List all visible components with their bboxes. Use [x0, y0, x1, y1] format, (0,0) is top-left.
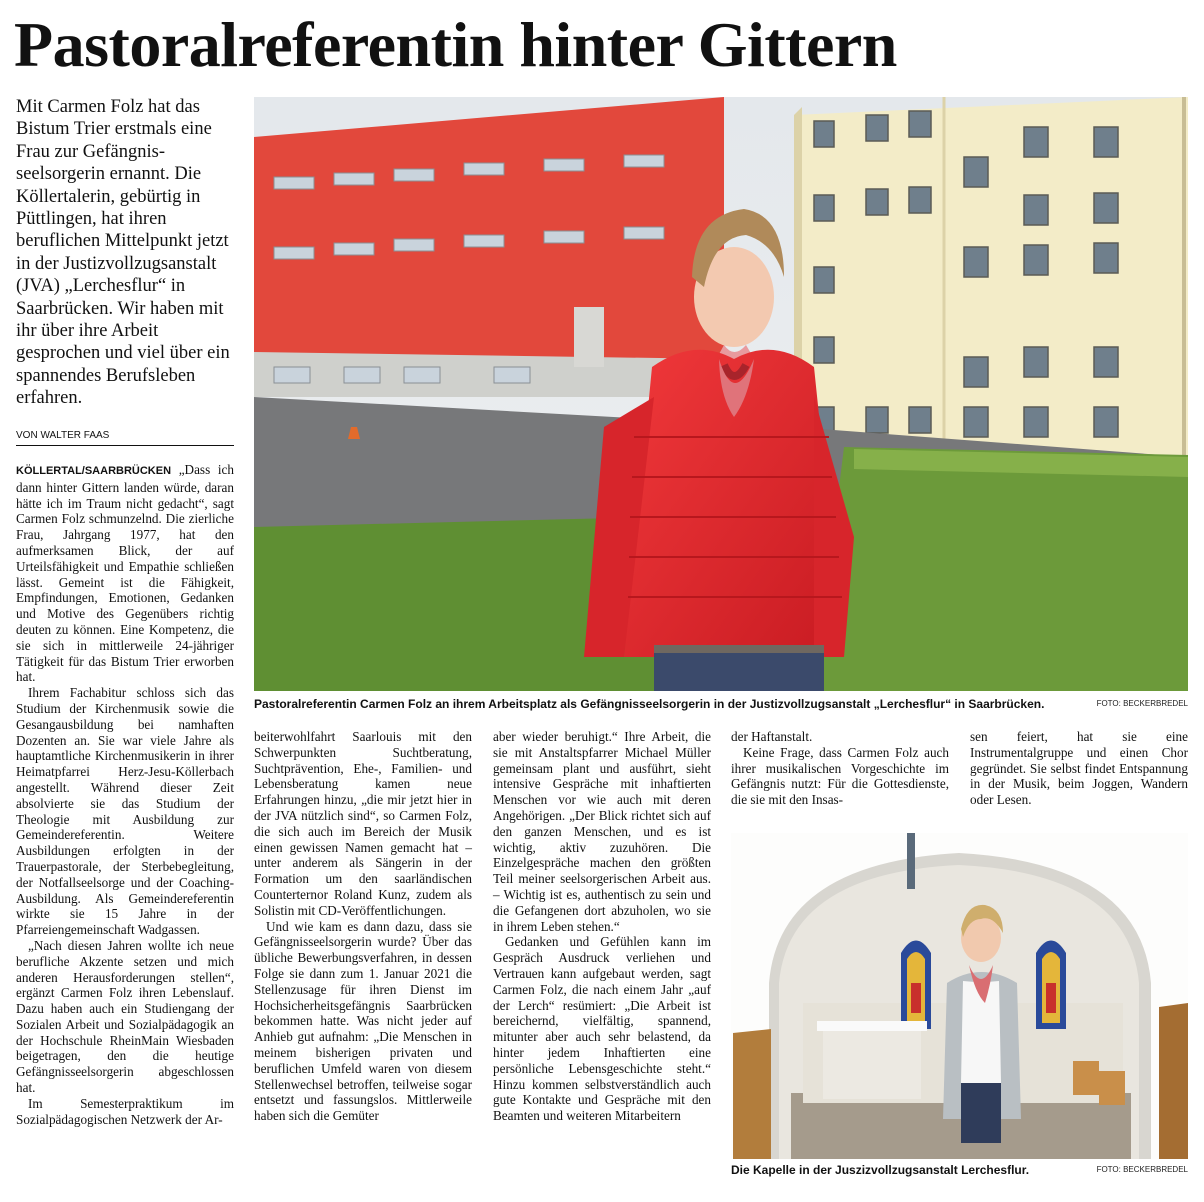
column-5 — [970, 729, 1188, 819]
column-3 — [493, 729, 711, 1189]
col4-paragraph-2: Keine Frage, dass Carmen Folz auch ihrer musikalischen Vorgeschichte im Gefängnis nutzt: Für die Gottesdienste, die sie mit den Insas- — [731, 744, 949, 808]
byline: VON WALTER FAAS — [16, 428, 234, 446]
col1-paragraph-4: Im Semesterpraktikum im Sozialpädagogischen Netzwerk der Ar- — [16, 1095, 234, 1127]
col4-paragraph-1: der Haftanstalt. — [731, 729, 813, 744]
dateline: KÖLLERTAL/SAARBRÜCKEN — [16, 465, 172, 477]
main-photo — [254, 97, 1188, 691]
intro-paragraph: Mit Carmen Folz hat das Bistum Trier erstmals eine Frau zur Gefängnisseelsorgerin ernannt. Die Köllertalerin, gebürtig in Püttlingen, hat ihren beruflichen Mittelpunkt jetzt in der Justizvollzugsanstalt (JVA) „Lerchesflur“ in Saarbrücken. Wir haben mit ihr über ihre Arbeit gesprochen und viel über ein spannendes Berufsleben erfahren. — [16, 97, 230, 409]
col3-paragraph-2: Gedanken und Gefühlen kann im Gespräch Ausdruck verliehen und Vertrauen kann aufgebaut werden, sagt Carmen Folz, die nach einem Jahr „auf der Lerch“ resümiert: „Die Arbeit ist bereichernd, vielfältig, spannend, mitunter aber auch sehr belastend, da hinter jedem Inhaftierten eine persönliche Lebensgeschichte steht.“ Hinzu kommen selbstverständlich auch gute Kontakte und Gespräche mit den Beamten und weiteren Mitarbeitern — [493, 934, 711, 1124]
chapel-photo — [731, 833, 1188, 1159]
main-photo-credit: FOTO: BECKERBREDEL — [1096, 699, 1188, 708]
col5-paragraph-1: sen feiert, hat sie eine Instrumentalgruppe und einen Chor gegründet. Sie selbst findet Entspannung in der Musik, beim Joggen, Wandern oder Lesen. — [970, 729, 1188, 808]
col1-paragraph-1: „Dass ich dann hinter Gittern landen würde, daran hätte ich im Traum nicht gedacht“, sagt Carmen Folz schmunzelnd. Die zierliche Frau, Jahrgang 1977, hat den aufmerksamen Blick, der auf Urteilsfähigkeit und Empathie schließen lässt. Gemeint ist die Fähigkeit, Empfindungen, Emotionen, Gedanken und Motive des Gegenübers richtig deuten zu können. Eine Kompetenz, die sie sich in mittlerweile 24-jähriger Tätigkeit für das Bistum Trier erworben hat. — [16, 462, 234, 685]
column-1 — [16, 462, 234, 1182]
main-photo-caption: Pastoralreferentin Carmen Folz an ihrem Arbeitsplatz als Gefängnisseelsorgerin in der Justizvollzugsanstalt „Lerchesflur“ in Saarbrücken. — [254, 697, 1045, 711]
col1-paragraph-2: Ihrem Fachabitur schloss sich das Studium der Kirchenmusik sowie die Gesangausbildung bei namhaften Dozenten an. Sie war viele Jahre als hauptamtliche Kirchenmusikerin in ihrer Heimatpfarrei Herz-Jesu-Köllerbach angestellt. Während dieser Zeit absolvierte sie das Studium der Theologie mit Ausbildung zur Gemeindereferentin. Weitere Ausbildungen erfolgten in der Trauerpastorale, der Sterbebegleitung, der Notfallseelsorge und der Coaching-Ausbildung. Als Gemeindereferentin wirkte sie 15 Jahre in der Pfarreiengemeinschaft Wadgassen. — [16, 685, 234, 938]
chapel-photo-image — [731, 833, 1188, 1159]
intro-text — [16, 96, 238, 410]
chapel-photo-credit: FOTO: BECKERBREDEL — [1096, 1165, 1188, 1174]
chapel-photo-caption: Die Kapelle in der Juszizvollzugsanstalt Lerchesflur. — [731, 1163, 1030, 1177]
col2-paragraph-1: beiterwohlfahrt Saarlouis mit den Schwerpunkten Suchtberatung, Suchtprävention, Ehe-, Familien- und Lebensberatung kamen neue Erfahrungen hinzu, „die mir jetzt hier in der JVA nützlich sind“, so Carmen Folz, die sich auch im Bereich der Musik einen gewissen Namen gemacht hat – unter anderem als Sängerin in der Formation um den saarländischen Counterternor Roland Kunz, zudem als Solistin mit CD-Veröffentlichungen. — [254, 729, 472, 918]
main-photo-image — [254, 97, 1188, 691]
column-4 — [731, 729, 949, 819]
headline: Pastoralreferentin hinter Gittern — [14, 9, 897, 80]
col1-paragraph-3: „Nach diesen Jahren wollte ich neue berufliche Akzente setzen und mich anderen Herausforderungen stellen“, ergänzt Carmen Folz ihren Lebenslauf. Dazu haben auch ein Studiengang der Sozialen Arbeit und Sozialpädagogik an der Hochschule RheinMain Wiesbaden beigetragen, den die heutige Gefängnisseelsorgerin abgeschlossen hat. — [16, 937, 234, 1096]
col2-paragraph-2: Und wie kam es dann dazu, dass sie Gefängnisseelsorgerin wurde? Über das übliche Bewerbungsverfahren, in dessen Folge sie dann zum 1. Januar 2021 die Stellenzusage für ihren Dienst im Hochsicherheitsgefängnis Saarbrücken bekommen hatte. Was nicht jeder auf Anhieb gut aufnahm: „Die Menschen in meinem bisherigen privaten und beruflichen Umfeld waren von diesem Stellenwechsel betroffen, teilweise sogar entsetzt und fassungslos. Mittlerweile haben sich die Gemüter — [254, 918, 472, 1124]
column-2 — [254, 729, 472, 1189]
col3-paragraph-1: aber wieder beruhigt.“ Ihre Arbeit, die sie mit Anstaltspfarrer Michael Müller gemeinsam plant und ausführt, sieht intensive Gespräche mit inhaftierten Menschen vor wie auch mit deren Angehörigen. „Der Blick richtet sich auf den ganzen Menschen, und es ist wichtig, aktiv zuzuhören. Die Einzelgespräche machen den größten Teil meiner seelsorgerischen Arbeit aus. – Wichtig ist es, authentisch zu sein und die Gefangenen dort abzuholen, wo sie in ihrem Leben stehen.“ — [493, 729, 711, 934]
